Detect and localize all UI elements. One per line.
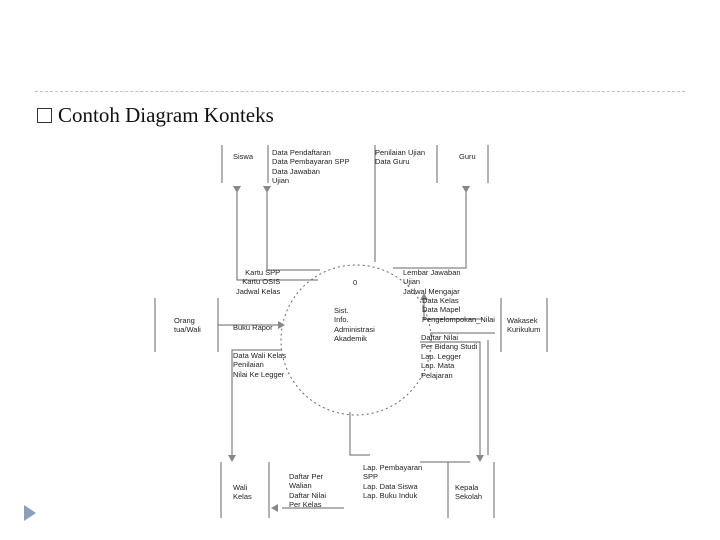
flow-label-wali-out: Daftar Per Walian Daftar Nilai Per Kelas (289, 472, 327, 510)
flow-label-guru-in: Penilaian Ujian Data Guru (375, 148, 426, 167)
entity-box-guru (437, 145, 488, 183)
flow-label-guru-out: Lembar Jawaban Ujian Jadwal Mengajar (403, 268, 461, 296)
flow-label-siswa-out: Kartu SPP Kartu OSIS Jadwal Kelas (236, 268, 281, 296)
flow-label-ortu-out: Buku Rapor (233, 323, 273, 332)
entity-kepala-sekolah: Kepala Sekolah (455, 483, 483, 502)
flow-label-wakasek-out: Daftar Nilai Per Bidang Studi Lap. Legger Lap. Mata Pelajaran (421, 333, 478, 380)
slide-title-text: Contoh Diagram Konteks (58, 103, 274, 127)
flow-label-kepsek-out: Lap. Pembayaran SPP Lap. Data Siswa Lap. Buku Induk (363, 463, 423, 501)
flow-label-siswa-in: Data Pendaftaran Data Pembayaran SPP Data Jawaban Ujian (272, 148, 350, 186)
entity-guru: Guru (459, 152, 476, 161)
entity-wakasek-kurikulum: Wakasek Kurikulum (507, 316, 541, 335)
process-number: 0 (353, 278, 358, 287)
entity-siswa: Siswa (233, 152, 254, 161)
flow-label-wakasek-in: Data Kelas Data Mapel Pengelompokan_Nilai (422, 296, 495, 324)
next-slide-arrow-icon (24, 505, 36, 521)
entity-wali-kelas: Wali Kelas (233, 483, 252, 502)
flow-label-wali-in: Data Wali Kelas Penilaian Nilai Ke Legger (233, 351, 287, 379)
entity-box-siswa (222, 145, 268, 183)
process-name: Sist. Info. Administrasi Akademik (334, 306, 375, 344)
entity-orang-tua-wali: Orang tua/Wali (174, 316, 201, 335)
